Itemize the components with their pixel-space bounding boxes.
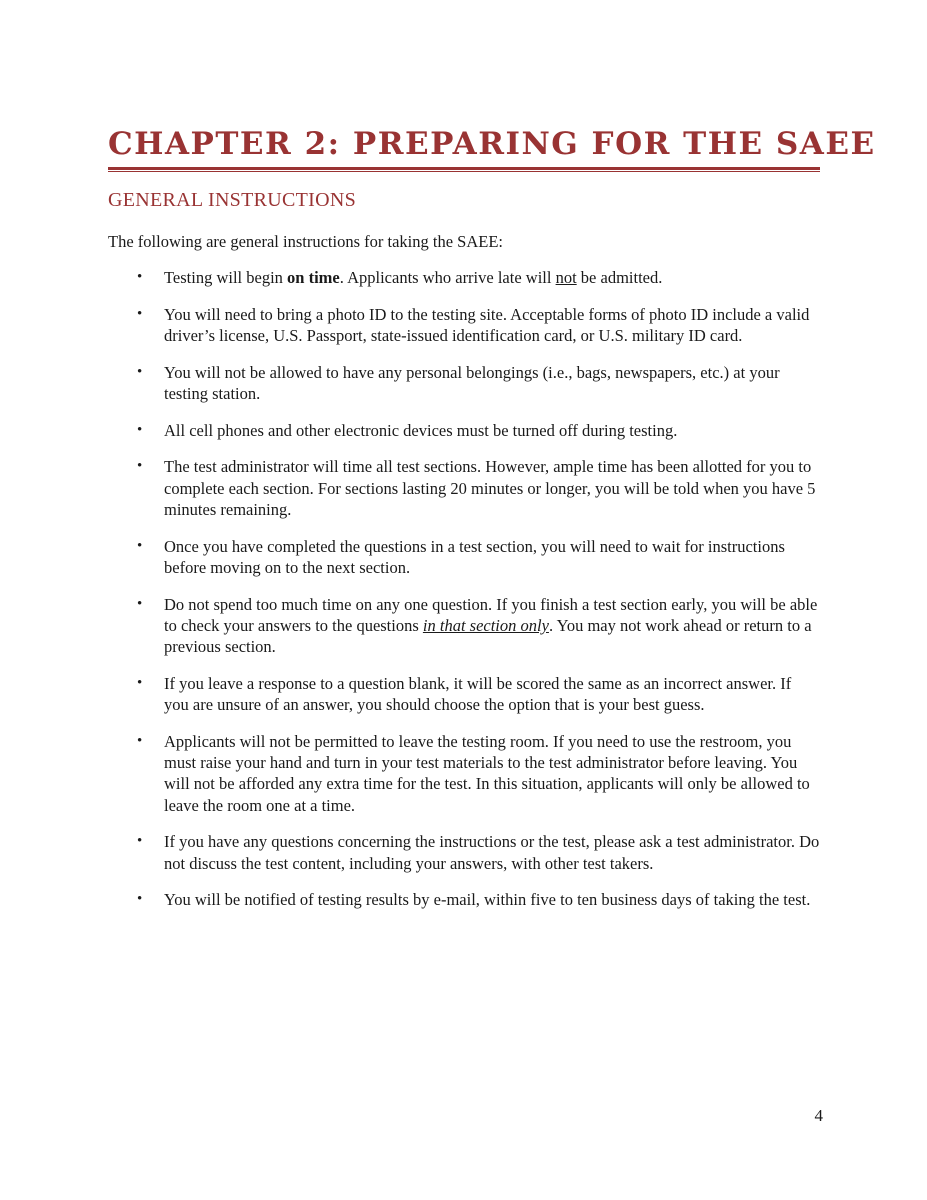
item-text: be admitted. [576,268,663,287]
list-item [108,267,820,288]
bullet-icon: • [137,363,143,380]
item-text: The test administrator will time all test sections. However, ample time has been allotted for you to complete each section. For sections lasting 20 minutes or longer, you will be told when you have 5 minutes remaining. [164,457,816,519]
list-item [108,536,820,579]
bullet-icon: • [137,305,143,322]
bullet-icon: • [137,269,143,285]
item-text: All cell phones and other electronic devices must be turned off during testing. [164,420,678,440]
chapter-title: CHAPTER 2: PREPARING FOR THE SAEE [108,126,876,162]
title-underline-rule [108,167,820,172]
bullet-icon: • [137,674,143,691]
item-text: Applicants will not be permitted to leave the testing room. If you need to use the restroom, you must raise your hand and turn in your test materials to the test administrator before leaving. You will not be afforded any extra time for the test. In this situation, applicants will only be allowed to leave the room one at a time. [164,731,810,815]
list-item [108,594,820,658]
emphasis-bold: on time [287,268,340,287]
item-text: If you leave a response to a question blank, it will be scored the same as an incorrect answer. If you are unsure of an answer, you should choose the option that is your best guess. [164,673,792,715]
bullet-icon: • [137,833,143,850]
list-item [108,304,820,347]
item-text: You will not be allowed to have any personal belongings (i.e., bags, newspapers, etc.) at your testing station. [164,362,780,403]
item-text: You will be notified of testing results by e-mail, within five to ten business days of taking the test. [164,890,811,910]
bullet-icon: • [137,595,143,612]
instructions-list [108,267,820,926]
item-text: Do not spend too much time on any one question. If you finish a test section early, you will be able to check your answers to the questions [164,594,818,635]
list-item [108,731,820,816]
emphasis-underline-italic: in that section only [422,615,549,635]
bullet-icon: • [137,537,143,554]
item-text: . Applicants who arrive late will [339,268,556,287]
section-heading: GENERAL INSTRUCTIONS [108,189,357,211]
list-item [108,362,820,405]
bullet-icon: • [137,891,143,908]
list-item [108,831,820,874]
bullet-icon: • [137,421,143,438]
bullet-icon: • [137,458,143,475]
page-number: 4 [814,1106,823,1125]
list-item [108,673,820,716]
list-item [108,456,820,520]
list-item [108,420,820,441]
item-text: . You may not work ahead or return to a previous section. [164,615,812,657]
item-text: You will need to bring a photo ID to the testing site. Acceptable forms of photo ID include a valid driver’s license, U.S. Passport, state-issued identification card, or U.S. military ID card. [164,304,810,345]
item-text: Testing will begin [164,268,288,287]
list-item [108,889,820,910]
item-text: Once you have completed the questions in a test section, you will need to wait for instructions before moving on to the next section. [164,536,785,577]
intro-paragraph: The following are general instructions for taking the SAEE: [108,232,503,251]
item-text: If you have any questions concerning the instructions or the test, please ask a test administrator. Do not discuss the test content, including your answers, with other test takers. [164,832,820,873]
bullet-icon: • [137,732,143,749]
emphasis-underline: not [555,268,577,287]
